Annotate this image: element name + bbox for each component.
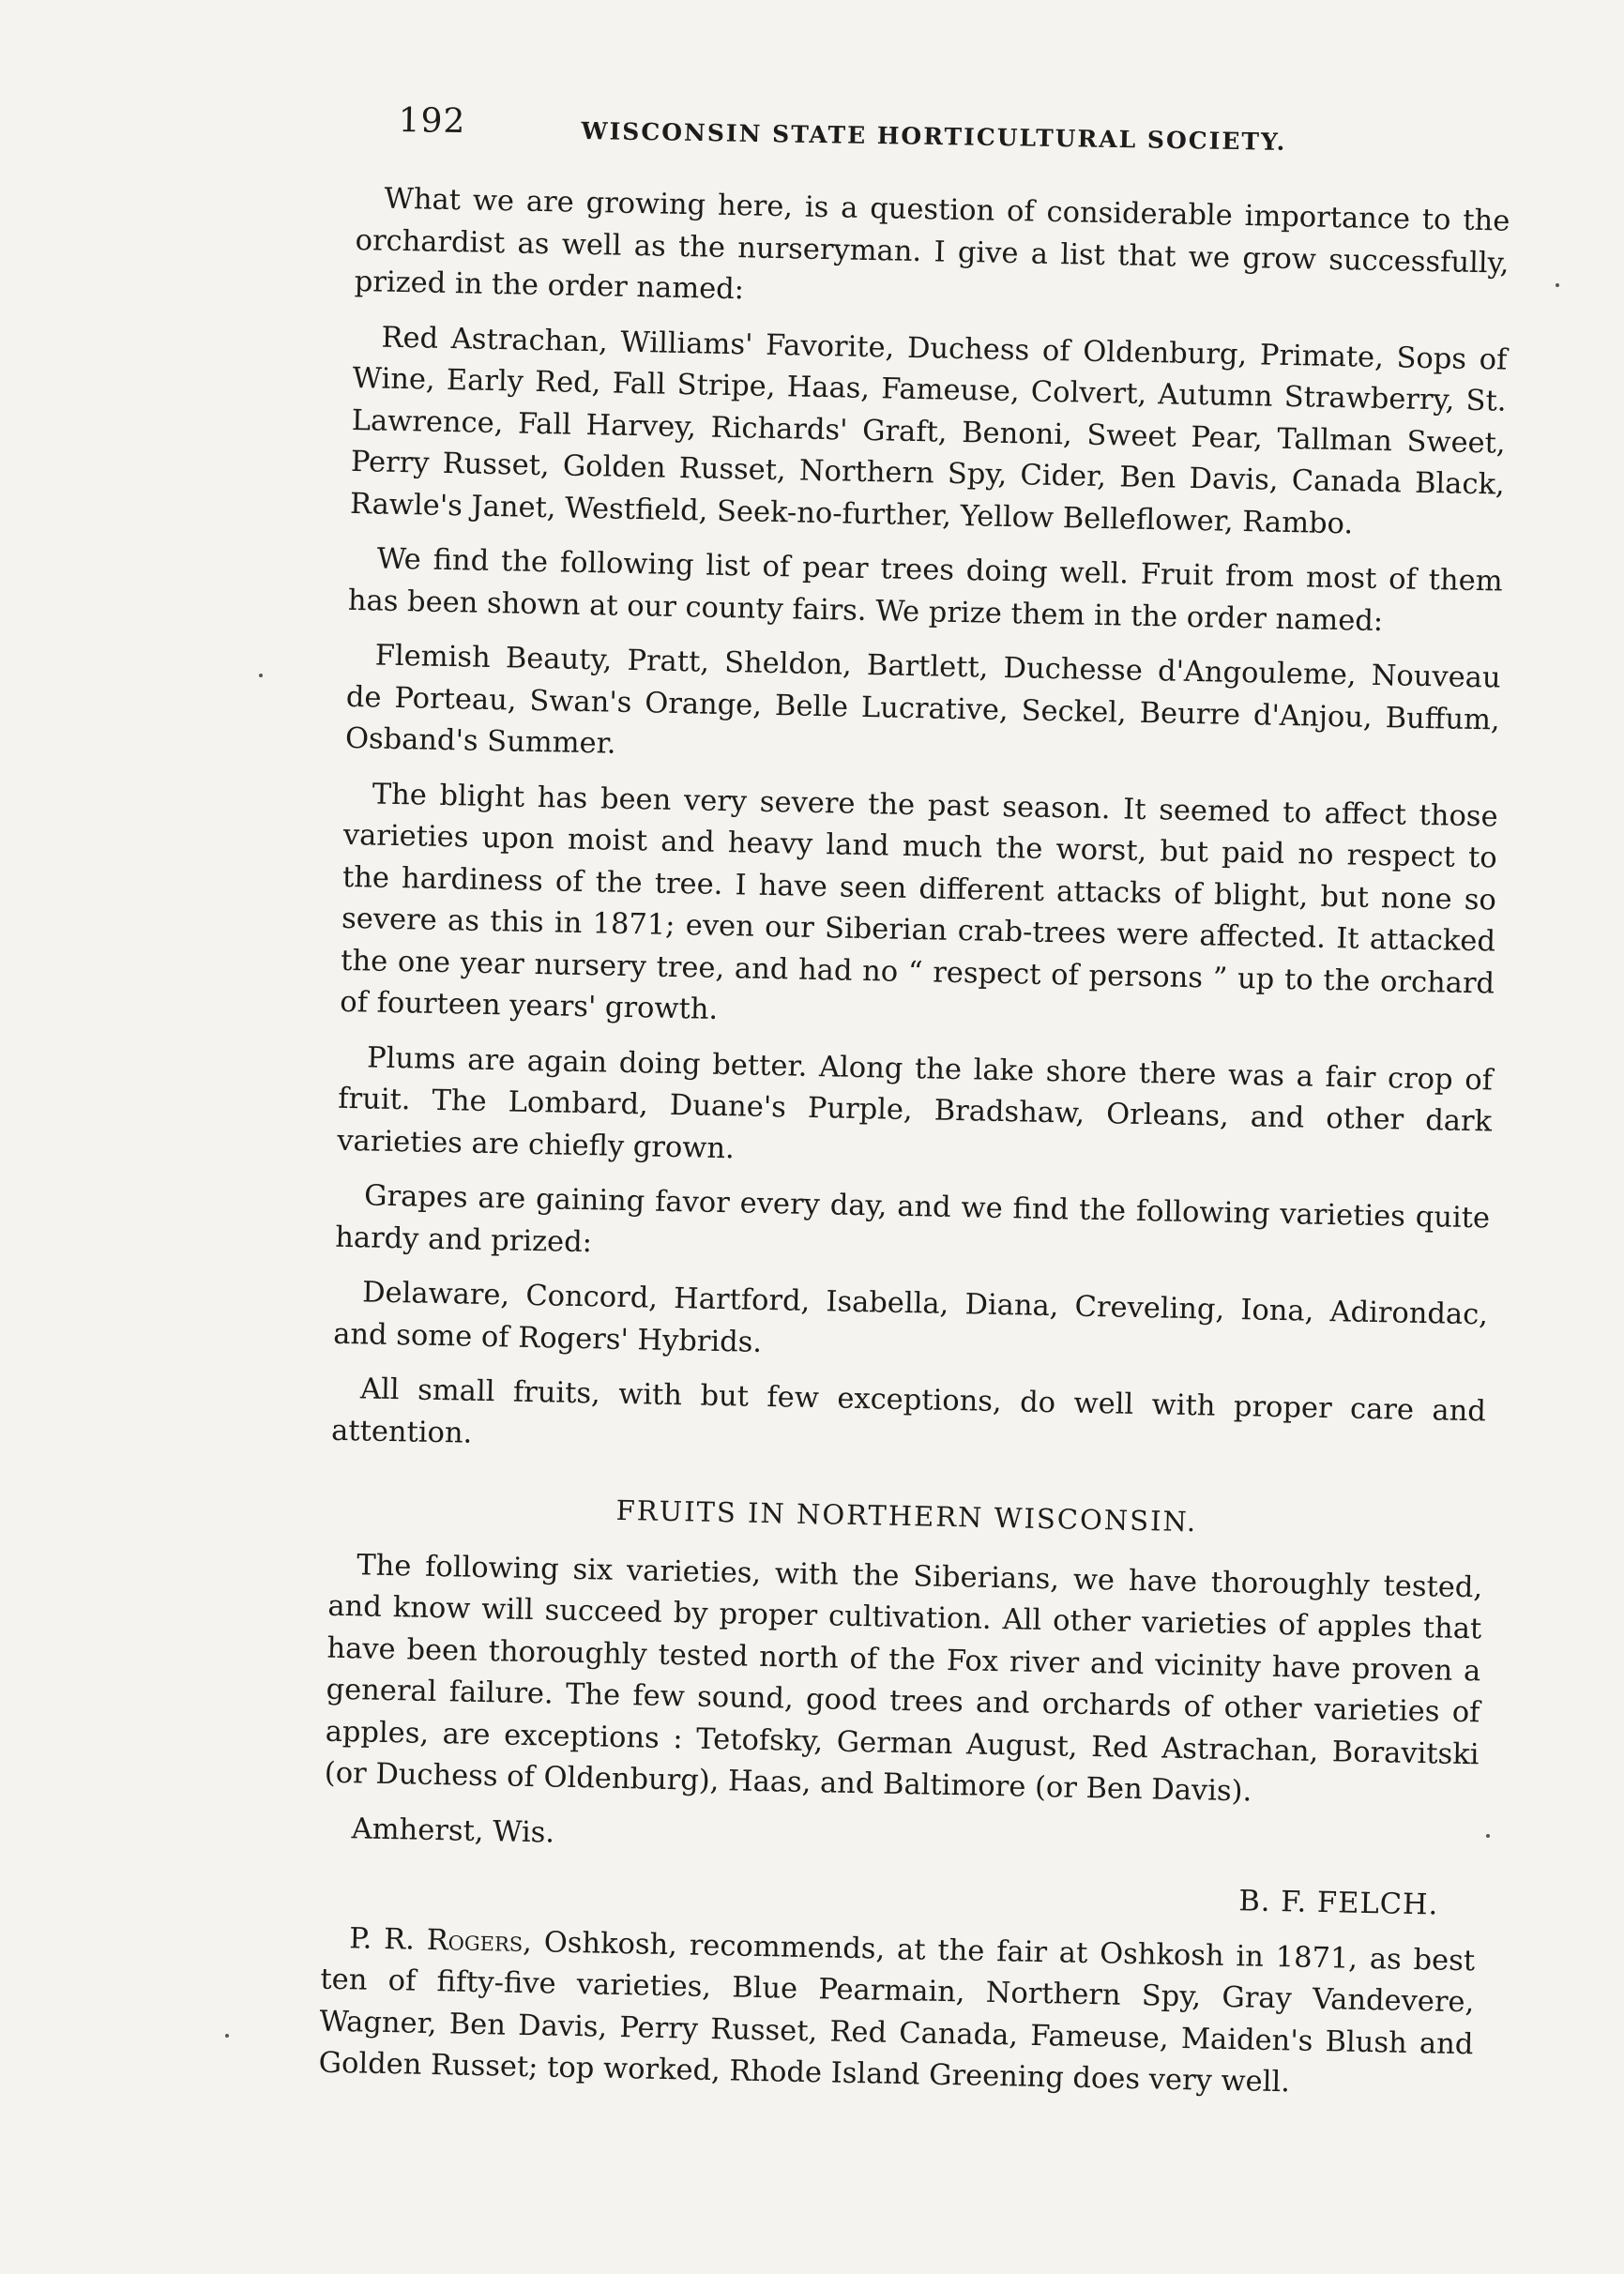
body-text	[318, 178, 1510, 2121]
paragraph-northern: The following six varieties, with the Siberians, we have thoroughly tested, and know will succeed by proper cultivation. All other varieties of apples that have been thoroughly tested north of the Fox river and vicinity have proven a general failure. The few sound, good trees and orchards of other varieties of apples, are exceptions : Tetofsky, German August, Red Astrachan, Boravitski (or Duchess of Oldenburg), Haas, and Baltimore (or Ben Davis).	[324, 1548, 1483, 1809]
rogers-text: , Oshkosh, recommends, at the fair at Oshkosh in 1871, as best ten of fifty-five varieties, Blue Pearmain, Northern Spy, Gray Vandevere, Wagner, Ben Davis, Perry Russet, Red Canada, Fameuse, Maiden's Blush and Golden Russet; top worked, Rhode Island Greening does very well.	[318, 1925, 1476, 2100]
paragraph-intro: What we are growing here, is a question of considerable importance to the orchardist as well as the nurseryman. I give a list that we grow successfully, prized in the order named:	[354, 182, 1510, 307]
paper-speck	[259, 674, 263, 677]
paragraph-apple-list: Red Astrachan, Williams' Favorite, Duchess of Oldenburg, Primate, Sops of Wine, Early Red, Fall Stripe, Haas, Fameuse, Colvert, Autumn Strawberry, St. Lawrence, Fall Harvey, Richards' Graft, Benoni, Sweet Pear, Tallman Sweet, Perry Russet, Golden Russet, Northern Spy, Cider, Ben Davis, Canada Black, Rawle's Janet, Westfield, Seek-no-further, Yellow Belleflower, Rambo.	[349, 321, 1508, 540]
paragraph-grapes-intro: Grapes are gaining favor every day, and we find the following varieties quite hardy and prized:	[334, 1179, 1491, 1259]
paragraph-pear-intro: We find the following list of pear trees doing well. Fruit from most of them has been shown at our county fairs. We prize them in the order named:	[347, 542, 1503, 638]
paragraph-pear-list: Flemish Beauty, Pratt, Sheldon, Bartlett, Duchesse d'Angouleme, Nouveau de Porteau, Swan's Orange, Belle Lucrative, Seckel, Beurre d'Anjou, Buffum, Osband's Summer.	[344, 639, 1501, 761]
paragraph-blight: The blight has been very severe the past season. It seemed to affect those varieties upon moist and heavy land much the worst, but paid no respect to the hardiness of the tree. I have seen different attacks of blight, but none so severe as this in 1871; even our Siberian crab-trees were affected. It attacked the one year nursery tree, and had no “ respect of persons ” up to the orchard of fourteen years' growth.	[340, 777, 1498, 1026]
paper-speck	[1556, 283, 1559, 287]
section-title: FRUITS IN NORTHERN WISCONSIN.	[615, 1493, 1198, 1539]
author-name: P. R. Rogers	[348, 1921, 524, 1959]
paragraph-small-fruits: All small fruits, with but few exceptions, do well with proper care and attention.	[330, 1372, 1487, 1450]
paragraph-rogers	[318, 1918, 1475, 2108]
paper-speck	[225, 2034, 229, 2038]
paragraph-grape-list: Delaware, Concord, Hartford, Isabella, Diana, Creveling, Iona, Adirondac, and some of Rogers' Hybrids.	[332, 1276, 1489, 1359]
page-header	[398, 101, 1337, 173]
signature: B. F. FELCH.	[1238, 1885, 1439, 1922]
place-line: Amherst, Wis.	[351, 1812, 555, 1850]
page-number: 192	[398, 101, 466, 142]
paragraph-plums: Plums are again doing better. Along the lake shore there was a fair crop of fruit. The Lombard, Duane's Purple, Bradshaw, Orleans, and other dark varieties are chiefly grown.	[337, 1040, 1494, 1165]
running-head: WISCONSIN STATE HORTICULTURAL SOCIETY.	[581, 117, 1287, 156]
paper-speck	[1486, 1834, 1490, 1838]
